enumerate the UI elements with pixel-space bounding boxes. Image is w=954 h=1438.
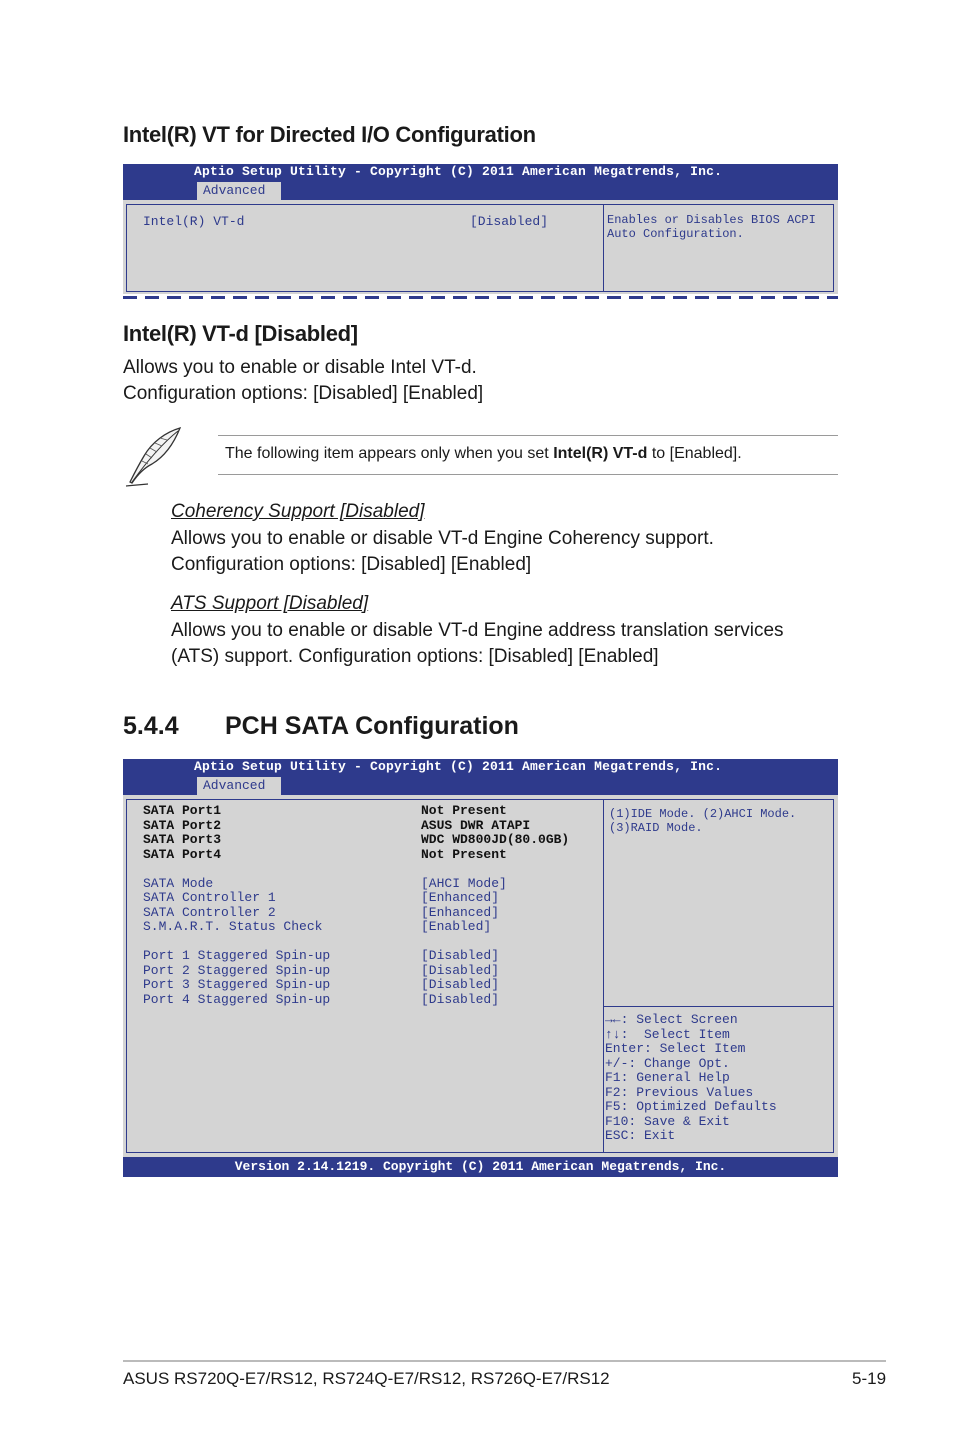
bios-header xyxy=(123,164,838,200)
spinup-value[interactable]: [Disabled] xyxy=(421,991,500,1007)
coherency-line2: Configuration options: [Disabled] [Enabled] xyxy=(171,554,532,575)
port-value: WDC WD800JD(80.0GB) xyxy=(421,832,570,847)
key-help: F1: General Help xyxy=(605,1070,730,1085)
key-help: →←: Select Screen xyxy=(605,1012,738,1027)
setting-value[interactable]: [Enhanced] xyxy=(421,904,500,920)
ats-line2: (ATS) support. Configuration options: [Disabled] [Enabled] xyxy=(171,646,659,667)
key-help: F10: Save & Exit xyxy=(605,1113,730,1129)
port-value: ASUS DWR ATAPI xyxy=(421,817,531,833)
ats-title: ATS Support [Disabled] xyxy=(171,593,369,614)
bios-title: Aptio Setup Utility - Copyright (C) 2011 American Megatrends, Inc. xyxy=(194,164,723,179)
note-text-before: The following item appears only when you set xyxy=(225,445,554,462)
help-line-2: (3)RAID Mode. xyxy=(609,821,703,835)
spinup-label[interactable]: Port 4 Staggered Spin-up xyxy=(143,991,331,1007)
key-help: F5: Optimized Defaults xyxy=(605,1099,777,1114)
subheading-vt-d: Intel(R) VT-d [Disabled] xyxy=(123,321,358,346)
help-line-2: Auto Configuration. xyxy=(607,227,744,241)
note-text-bold: Intel(R) VT-d xyxy=(553,445,648,462)
footer-rule xyxy=(123,1360,886,1362)
coherency-title: Coherency Support [Disabled] xyxy=(171,501,425,522)
coherency-line1: Allows you to enable or disable VT-d Engine Coherency support. xyxy=(171,528,714,549)
port-label: SATA Port3 xyxy=(143,832,222,847)
feather-note-icon xyxy=(122,424,188,490)
bios-version-bar: Version 2.14.1219. Copyright (C) 2011 American Megatrends, Inc. xyxy=(123,1157,838,1177)
port-label: SATA Port4 xyxy=(143,846,222,862)
key-help: Enter: Select Item xyxy=(605,1041,746,1056)
vt-d-label[interactable]: Intel(R) VT-d xyxy=(143,214,245,229)
spinup-value[interactable]: [Disabled] xyxy=(421,948,500,963)
port-label: SATA Port1 xyxy=(143,803,222,818)
bios-body xyxy=(123,200,838,294)
bios-body xyxy=(123,795,838,1157)
bios-header xyxy=(123,759,838,795)
note-text-after: to [Enabled]. xyxy=(647,445,742,462)
key-help: F2: Previous Values xyxy=(605,1084,754,1100)
bios-title: Aptio Setup Utility - Copyright (C) 2011 American Megatrends, Inc. xyxy=(194,759,723,774)
port-value: Not Present xyxy=(421,846,507,862)
help-line-1: Enables or Disables BIOS ACPI xyxy=(607,213,816,227)
footer-models: ASUS RS720Q-E7/RS12, RS724Q-E7/RS12, RS726Q-E7/RS12 xyxy=(123,1369,610,1388)
spinup-value[interactable]: [Disabled] xyxy=(421,977,500,992)
key-help: ESC: Exit xyxy=(605,1128,676,1143)
ats-line1: Allows you to enable or disable VT-d Engine address translation services xyxy=(171,620,784,641)
setting-label[interactable]: SATA Mode xyxy=(143,875,214,891)
page-number: 5-19 xyxy=(852,1369,887,1388)
note-bottom-rule xyxy=(218,474,838,475)
section-heading-pch-sata: PCH SATA Configuration xyxy=(225,712,519,740)
port-value: Not Present xyxy=(421,803,507,818)
setting-label[interactable]: S.M.A.R.T. Status Check xyxy=(143,919,323,934)
note-top-rule xyxy=(218,435,838,436)
spinup-value[interactable]: [Disabled] xyxy=(421,962,500,978)
spinup-label[interactable]: Port 3 Staggered Spin-up xyxy=(143,977,331,992)
section-number: 5.4.4 xyxy=(123,712,179,740)
key-help: ↑↓: Select Item xyxy=(605,1026,730,1042)
port-label: SATA Port2 xyxy=(143,817,222,833)
setting-value[interactable]: [Enabled] xyxy=(421,919,492,934)
bios-screen-vt xyxy=(123,164,838,294)
setting-label[interactable]: SATA Controller 1 xyxy=(143,890,276,905)
setting-value[interactable]: [AHCI Mode] xyxy=(421,875,507,891)
vt-d-options: Configuration options: [Disabled] [Enabled] xyxy=(123,383,484,404)
tab-advanced[interactable]: Advanced xyxy=(197,777,281,795)
key-help: +/-: Change Opt. xyxy=(605,1055,730,1071)
help-line-1: (1)IDE Mode. (2)AHCI Mode. xyxy=(609,807,797,821)
tab-advanced[interactable]: Advanced xyxy=(197,182,281,200)
note-text xyxy=(225,445,742,463)
vt-d-value[interactable]: [Disabled] xyxy=(470,214,549,229)
continuation-dashes xyxy=(123,296,838,299)
bios-screen-sata xyxy=(123,759,838,1177)
spinup-label[interactable]: Port 2 Staggered Spin-up xyxy=(143,962,331,978)
setting-label[interactable]: SATA Controller 2 xyxy=(143,904,276,920)
setting-value[interactable]: [Enhanced] xyxy=(421,890,500,905)
section-heading-vt-directed-io: Intel(R) VT for Directed I/O Configuration xyxy=(123,122,536,147)
spinup-label[interactable]: Port 1 Staggered Spin-up xyxy=(143,948,331,963)
vt-d-description: Allows you to enable or disable Intel VT-d. xyxy=(123,357,477,378)
